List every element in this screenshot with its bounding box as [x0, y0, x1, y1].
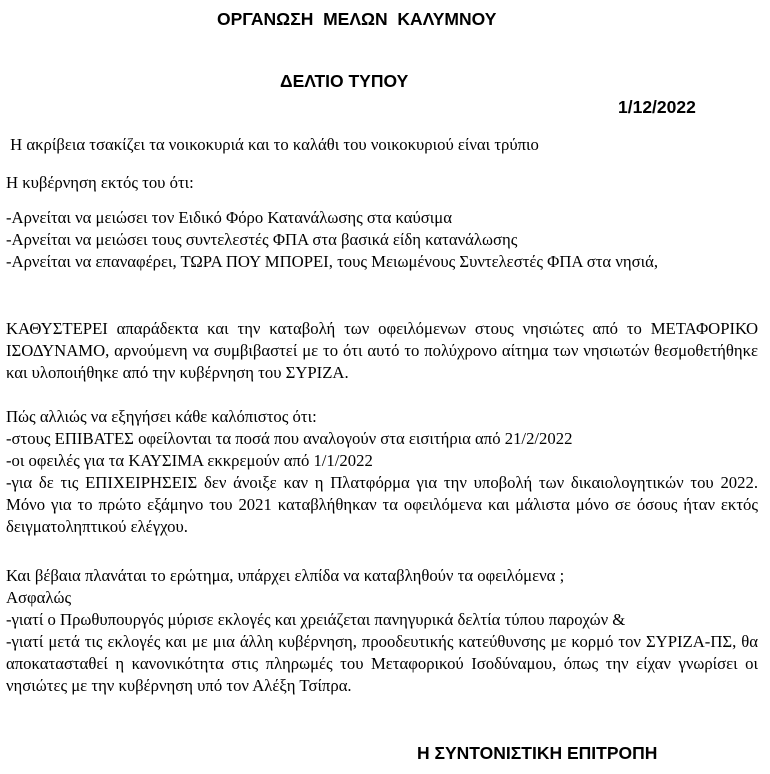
fact-item-text: -για δε τις ΕΠΙΧΕΙΡΗΣΕΙΣ δεν άνοιξε καν η Πλατφόρμα για την υποβολή των δικαιολογητικών του 2022. Μόνο για το πρώτο εξάμηνο του 2021 καταβλήθηκαν τα οφειλόμενα και μάλιστα μόνο σε όσους ήταν εκτός δειγματοληπτικού ελέγχου.	[6, 473, 758, 536]
answer-item: -γιατί ο Πρωθυπουργός μύρισε εκλογές και χρειάζεται πανηγυρικά δελτία τύπου παροχών &	[6, 610, 626, 629]
fact-item: -στους ΕΠΙΒΑΤΕΣ οφείλονται τα ποσά που αναλογούν στα εισιτήρια από 21/2/2022	[6, 429, 573, 448]
answer-item-text: -γιατί μετά τις εκλογές και με μια άλλη κυβέρνηση, προοδευτικής κατεύθυνσης με κορμό τον ΣΥΡΙΖΑ-ΠΣ, θα αποκατασταθεί η κανονικότητα στις πληρωμές του Μεταφορικού Ισοδύναμου, όπως την είχαν γνωρίσει οι νησιώτες με την κυβέρνηση υπό τον Αλέξη Τσίπρα.	[6, 632, 758, 695]
answer-item	[6, 631, 758, 697]
intro-line: Η ακρίβεια τσακίζει τα νοικοκυριά και το καλάθι του νοικοκυριού είναι τρύπιο	[6, 135, 539, 154]
signature: Η ΣΥΝΤΟΝΙΣΤΙΚΗ ΕΠΙΤΡΟΠΗ	[417, 743, 658, 763]
question-intro: Πώς αλλιώς να εξηγήσει κάθε καλόπιστος ότι:	[6, 407, 317, 426]
delay-paragraph-text: ΚΑΘΥΣΤΕΡΕΙ απαράδεκτα και την καταβολή των οφειλόμενων στους νησιώτες από το ΜΕΤΑΦΟΡΙΚΟ ΙΣΟΔΥΝΑΜΟ, αρνούμενη να συμβιβαστεί με το ότι αυτό το πολύχρονο αίτημα των νησιωτών θεσμοθετήθηκε και υλοποιήθηκε από την κυβέρνηση του ΣΥΡΙΖΑ.	[6, 319, 758, 382]
refusal-item	[6, 251, 758, 273]
answer-intro: Ασφαλώς	[6, 588, 72, 607]
document-type-heading: ΔΕΛΤΙΟ ΤΥΠΟΥ	[280, 71, 409, 91]
refusal-item: -Αρνείται να μειώσει τον Ειδικό Φόρο Κατανάλωσης στα καύσιμα	[6, 208, 452, 227]
refusal-item-text: -Αρνείται να επαναφέρει, ΤΩΡΑ ΠΟΥ ΜΠΟΡΕΙ, τους Μειωμένους Συντελεστές ΦΠΑ στα νησιά,	[6, 252, 659, 271]
government-intro: Η κυβέρνηση εκτός του ότι:	[6, 173, 194, 192]
organization-title: ΟΡΓΑΝΩΣΗ ΜΕΛΩΝ ΚΑΛΥΜΝΟΥ	[217, 9, 497, 29]
fact-item: -οι οφειλές για τα ΚΑΥΣΙΜΑ εκκρεμούν από 1/1/2022	[6, 451, 373, 470]
fact-item	[6, 472, 758, 538]
question-line: Και βέβαια πλανάται το ερώτημα, υπάρχει ελπίδα να καταβληθούν τα οφειλόμενα ;	[6, 566, 565, 585]
refusal-item: -Αρνείται να μειώσει τους συντελεστές ΦΠΑ στα βασικά είδη κατανάλωσης	[6, 230, 518, 249]
delay-paragraph	[6, 318, 758, 384]
release-date: 1/12/2022	[618, 97, 696, 117]
